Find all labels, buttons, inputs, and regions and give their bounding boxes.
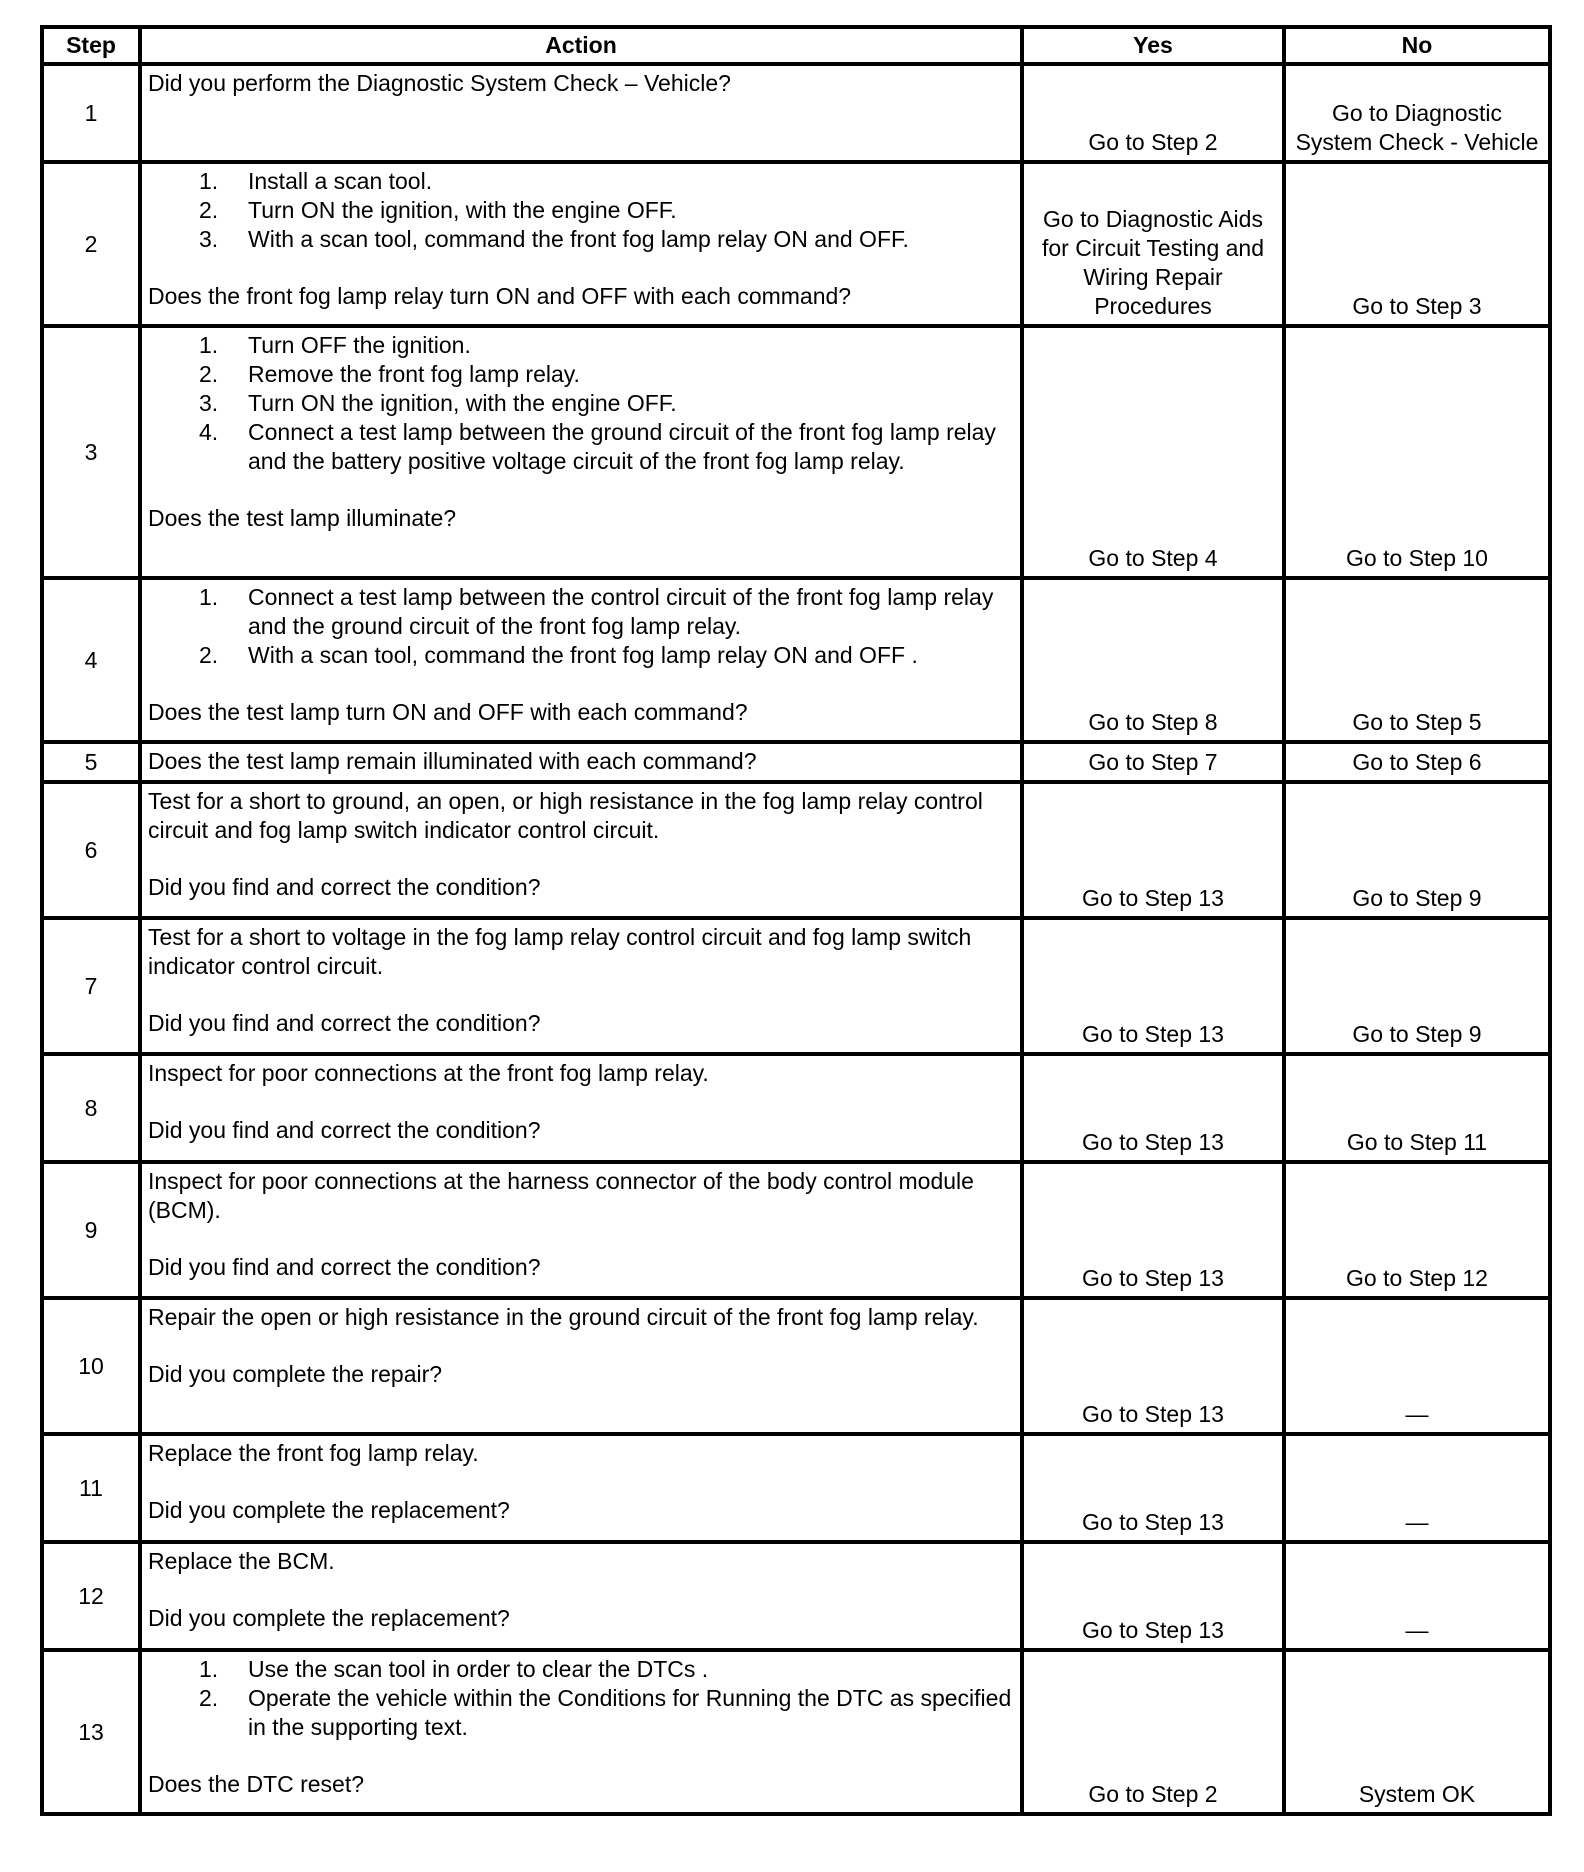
- action-cell: [140, 1162, 1022, 1298]
- action-instruction: Test for a short to ground, an open, or high resistance in the fog lamp relay control circuit and fog lamp switch indicator control circuit.: [148, 788, 983, 843]
- procedure-item-text: Turn ON the ignition, with the engine OFF.: [248, 197, 677, 223]
- procedure-list: [148, 1655, 1014, 1742]
- procedure-item: [148, 418, 1014, 476]
- table-row: [42, 1054, 1550, 1162]
- step-number: 7: [42, 918, 140, 1054]
- yes-result: Go to Step 4: [1022, 326, 1284, 578]
- no-result: —: [1284, 1542, 1550, 1650]
- table-row: [42, 326, 1550, 578]
- no-result: Go to Step 9: [1284, 782, 1550, 918]
- procedure-item-number: 2.: [199, 197, 219, 223]
- yes-result: Go to Step 13: [1022, 918, 1284, 1054]
- procedure-item-text: Operate the vehicle within the Conditions for Running the DTC as specified in the supporting text.: [248, 1685, 1012, 1740]
- table-row: [42, 1650, 1550, 1814]
- table-row: [42, 742, 1550, 782]
- procedure-list: [148, 331, 1014, 476]
- no-result: Go to Step 6: [1284, 742, 1550, 782]
- action-cell: [140, 1434, 1022, 1542]
- action-question: Did you perform the Diagnostic System Check – Vehicle?: [148, 70, 731, 96]
- step-number: 11: [42, 1434, 140, 1542]
- procedure-item-number: 2.: [199, 642, 219, 668]
- spacer: [148, 1468, 1014, 1496]
- action-question: Did you find and correct the condition?: [148, 1117, 541, 1143]
- spacer: [148, 1742, 1014, 1770]
- action-cell: [140, 1054, 1022, 1162]
- action-cell: [140, 742, 1022, 782]
- spacer: [148, 476, 1014, 504]
- procedure-item: [148, 583, 1014, 641]
- yes-result: Go to Step 2: [1022, 1650, 1284, 1814]
- yes-result: Go to Step 7: [1022, 742, 1284, 782]
- action-question: Does the test lamp turn ON and OFF with each command?: [148, 699, 748, 725]
- procedure-item-text: With a scan tool, command the front fog lamp relay ON and OFF .: [248, 642, 918, 668]
- action-question: Did you find and correct the condition?: [148, 1010, 541, 1036]
- spacer: [148, 254, 1014, 282]
- yes-result: Go to Step 2: [1022, 64, 1284, 162]
- yes-result: Go to Step 13: [1022, 782, 1284, 918]
- step-number: 5: [42, 742, 140, 782]
- yes-result: Go to Step 13: [1022, 1434, 1284, 1542]
- procedure-item-text: Connect a test lamp between the control circuit of the front fog lamp relay and the ground circuit of the front fog lamp relay.: [248, 584, 994, 639]
- header-row: [42, 27, 1550, 64]
- action-instruction: Replace the BCM.: [148, 1548, 335, 1574]
- table-row: [42, 1162, 1550, 1298]
- header-step: Step: [42, 27, 140, 64]
- action-instruction: Inspect for poor connections at the harness connector of the body control module (BCM).: [148, 1168, 974, 1223]
- action-cell: [140, 578, 1022, 742]
- header-action: Action: [140, 27, 1022, 64]
- yes-result: Go to Step 13: [1022, 1542, 1284, 1650]
- spacer: [148, 1088, 1014, 1116]
- action-cell: [140, 64, 1022, 162]
- procedure-item: [148, 360, 1014, 389]
- step-number: 6: [42, 782, 140, 918]
- no-result: —: [1284, 1298, 1550, 1434]
- procedure-item-text: Turn ON the ignition, with the engine OFF.: [248, 390, 677, 416]
- no-result: —: [1284, 1434, 1550, 1542]
- action-cell: [140, 1650, 1022, 1814]
- step-number: 12: [42, 1542, 140, 1650]
- table-row: [42, 578, 1550, 742]
- procedure-item-text: Install a scan tool.: [248, 168, 433, 194]
- action-cell: [140, 1298, 1022, 1434]
- yes-result: Go to Step 13: [1022, 1298, 1284, 1434]
- step-number: 10: [42, 1298, 140, 1434]
- action-instruction: Test for a short to voltage in the fog lamp relay control circuit and fog lamp switch indicator control circuit.: [148, 924, 972, 979]
- table-row: [42, 162, 1550, 326]
- step-number: 3: [42, 326, 140, 578]
- procedure-item: [148, 331, 1014, 360]
- action-instruction: Replace the front fog lamp relay.: [148, 1440, 479, 1466]
- action-instruction: Inspect for poor connections at the front fog lamp relay.: [148, 1060, 709, 1086]
- step-number: 8: [42, 1054, 140, 1162]
- procedure-item: [148, 641, 1014, 670]
- spacer: [148, 670, 1014, 698]
- step-number: 2: [42, 162, 140, 326]
- step-number: 13: [42, 1650, 140, 1814]
- procedure-item: [148, 196, 1014, 225]
- action-question: Did you complete the replacement?: [148, 1605, 510, 1631]
- spacer: [148, 1576, 1014, 1604]
- procedure-item-number: 1.: [199, 1656, 219, 1682]
- procedure-item: [148, 167, 1014, 196]
- spacer: [148, 845, 1014, 873]
- step-number: 4: [42, 578, 140, 742]
- procedure-item-number: 1.: [199, 168, 219, 194]
- action-question: Did you find and correct the condition?: [148, 1254, 541, 1280]
- procedure-item-text: Connect a test lamp between the ground circuit of the front fog lamp relay and the battery positive voltage circuit of the front fog lamp relay.: [248, 419, 996, 474]
- procedure-item-text: With a scan tool, command the front fog lamp relay ON and OFF.: [248, 226, 909, 252]
- action-question: Did you complete the repair?: [148, 1361, 443, 1387]
- procedure-item-text: Turn OFF the ignition.: [248, 332, 471, 358]
- table-row: [42, 1434, 1550, 1542]
- no-result: Go to Step 9: [1284, 918, 1550, 1054]
- table-row: [42, 64, 1550, 162]
- spacer: [148, 981, 1014, 1009]
- yes-result: Go to Step 13: [1022, 1162, 1284, 1298]
- action-question: Did you complete the replacement?: [148, 1497, 510, 1523]
- table-row: [42, 918, 1550, 1054]
- procedure-item-number: 3.: [199, 226, 219, 252]
- procedure-item: [148, 389, 1014, 418]
- no-result: Go to Diagnostic System Check - Vehicle: [1284, 64, 1550, 162]
- no-result: Go to Step 11: [1284, 1054, 1550, 1162]
- header-no: No: [1284, 27, 1550, 64]
- procedure-item-number: 1.: [199, 332, 219, 358]
- procedure-item: [148, 1655, 1014, 1684]
- no-result: Go to Step 12: [1284, 1162, 1550, 1298]
- procedure-item-text: Use the scan tool in order to clear the DTCs .: [248, 1656, 709, 1682]
- procedure-list: [148, 167, 1014, 254]
- no-result: System OK: [1284, 1650, 1550, 1814]
- yes-result: Go to Step 13: [1022, 1054, 1284, 1162]
- action-question: Did you find and correct the condition?: [148, 874, 541, 900]
- header-yes: Yes: [1022, 27, 1284, 64]
- yes-result: Go to Diagnostic Aids for Circuit Testing and Wiring Repair Procedures: [1022, 162, 1284, 326]
- action-instruction: Repair the open or high resistance in the ground circuit of the front fog lamp relay.: [148, 1304, 979, 1330]
- procedure-item-number: 2.: [199, 1685, 219, 1711]
- action-cell: [140, 918, 1022, 1054]
- step-number: 1: [42, 64, 140, 162]
- procedure-item-number: 4.: [199, 419, 219, 445]
- procedure-list: [148, 583, 1014, 670]
- diagnostic-table: [40, 25, 1552, 1816]
- procedure-item: [148, 225, 1014, 254]
- procedure-item-number: 2.: [199, 361, 219, 387]
- action-cell: [140, 162, 1022, 326]
- spacer: [148, 1225, 1014, 1253]
- table-row: [42, 782, 1550, 918]
- spacer: [148, 1332, 1014, 1360]
- action-cell: [140, 782, 1022, 918]
- procedure-item: [148, 1684, 1014, 1742]
- procedure-item-number: 3.: [199, 390, 219, 416]
- step-number: 9: [42, 1162, 140, 1298]
- action-cell: [140, 1542, 1022, 1650]
- no-result: Go to Step 10: [1284, 326, 1550, 578]
- action-cell: [140, 326, 1022, 578]
- procedure-item-number: 1.: [199, 584, 219, 610]
- table-row: [42, 1298, 1550, 1434]
- no-result: Go to Step 3: [1284, 162, 1550, 326]
- action-question: Does the test lamp remain illuminated with each command?: [148, 748, 757, 774]
- action-question: Does the front fog lamp relay turn ON and OFF with each command?: [148, 283, 852, 309]
- procedure-item-text: Remove the front fog lamp relay.: [248, 361, 580, 387]
- table-row: [42, 1542, 1550, 1650]
- action-question: Does the test lamp illuminate?: [148, 505, 457, 531]
- table-body: [42, 64, 1550, 1814]
- no-result: Go to Step 5: [1284, 578, 1550, 742]
- yes-result: Go to Step 8: [1022, 578, 1284, 742]
- action-question: Does the DTC reset?: [148, 1771, 365, 1797]
